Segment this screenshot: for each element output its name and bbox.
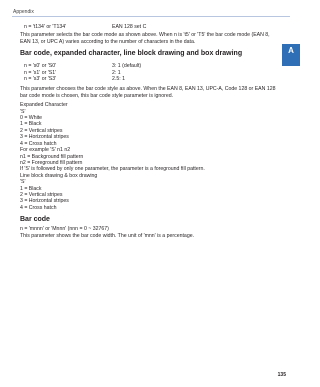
section-heading-expanded: Bar code, expanded character, line block drawing and box drawing [20,50,243,58]
param-desc: 3: 1 (default) [112,63,142,70]
param-row [24,76,276,82]
text-line: n1 = Background fill pattern [20,153,84,160]
style-paragraph: This parameter chooses the bar code style as above. When the EAN 8, EAN 13, UPC-A, Code 128 or EAN 128 bar code mode is chosen, this bar code style parameter is ignored. [20,86,276,99]
text-line: 0 = White [20,115,43,122]
text-line: 2 = Vertical stripes [20,191,63,198]
text-line: n = 'mnnn' or 'Mnnn' (nnn = 0 ~ 32767) [20,226,109,233]
running-header: Appendix [13,9,34,15]
text-line: 1 = Black [20,121,42,128]
param-code: n = 's1' or 'S1' [24,69,57,76]
param-row [24,24,276,30]
text-line: 3 = Horizontal stripes [20,198,69,205]
section-heading-barcode: Bar code [20,216,50,224]
text-line: 'S' [20,108,26,115]
text-line: 2 = Vertical stripes [20,127,63,134]
text-line: n2 = Foreground fill pattern [20,159,83,166]
text-line: Expanded Character [20,102,68,109]
text-line: 'S' [20,179,26,186]
text-line: 3 = Horizontal stripes [20,134,69,141]
page-number: 135 [277,372,286,378]
text-line: This parameter shows the bar code width. The unit of 'mnn' is a percentage. [20,232,195,239]
header-rule [12,16,290,17]
param-code: n = 's0' or 'S0' [24,63,57,70]
param-desc: 2: 1 [112,69,121,76]
mode-paragraph: This parameter selects the bar code mode as shown above. When n is 't5' or 'T5' the bar code mode (EAN 8, EAN 13, or UPC A) varies according to the number of characters in the data. [20,32,270,45]
text-line: Line block drawing & box drawing [20,172,98,179]
param-code: n = 's3' or 'S3' [24,76,57,83]
text-line: 1 = Black [20,185,42,192]
text-line: If 'S' is followed by only one parameter, the parameter is a foreground fill pattern. [20,166,205,173]
text-line: 4 = Cross hatch [20,140,57,147]
param-desc: EAN 128 set C [112,24,147,30]
side-tab-letter: A [288,46,294,55]
text-line: 4 = Cross hatch [20,204,57,211]
param-code: n = 't134' or 'T134' [24,24,67,30]
text-line: For example 'S' n1 n2 [20,147,71,154]
page-content [20,24,276,239]
param-desc: 2.5: 1 [112,76,125,83]
